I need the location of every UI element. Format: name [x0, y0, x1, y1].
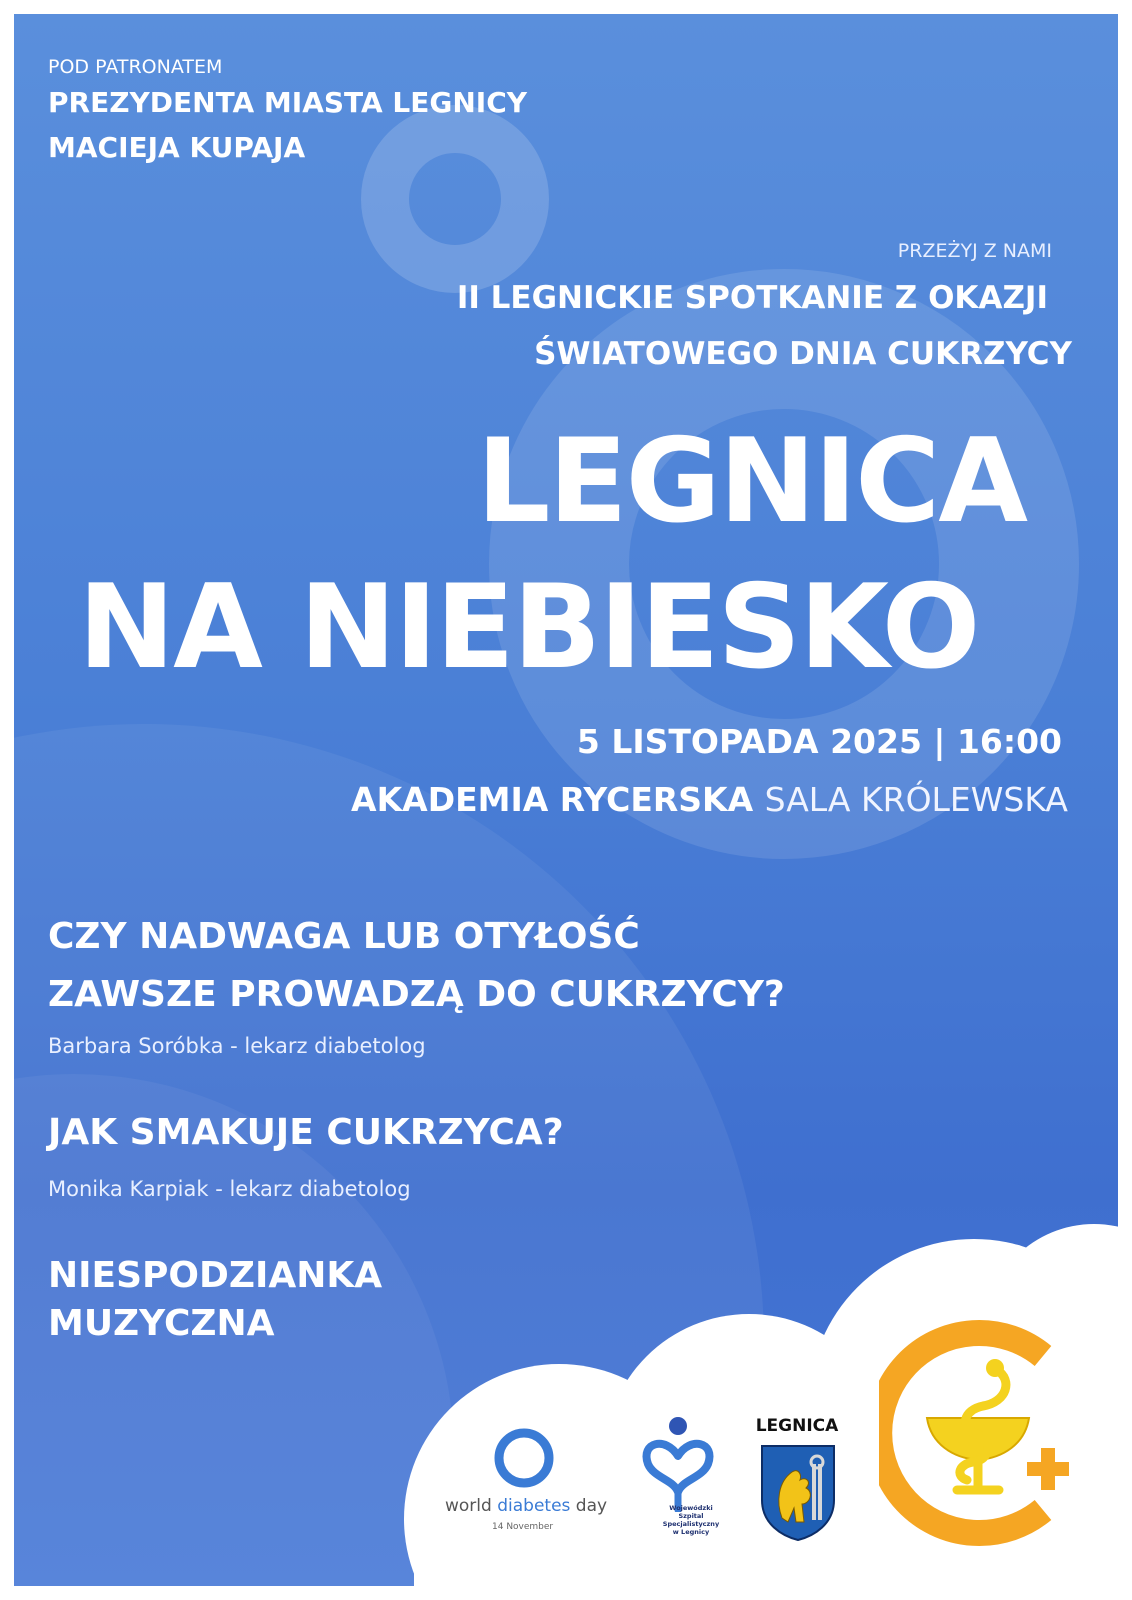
wdd-word-diabetes: diabetes [497, 1496, 571, 1516]
decor-ring-small [385, 129, 525, 269]
event-line1: II LEGNICKIE SPOTKANIE Z OKAZJI [456, 280, 1048, 316]
program-2-speaker: Monika Karpiak - lekarz diabetolog [48, 1177, 411, 1201]
patronage-intro: POD PATRONATEM [48, 56, 223, 78]
event-intro: PRZEŻYJ Z NAMI [897, 240, 1052, 262]
event-venue [351, 780, 1068, 819]
hospital-name-line3: Specjalistyczny [662, 1520, 720, 1528]
hospital-name-line4: w Legnicy [672, 1528, 710, 1536]
program-3-title-line1: NIESPODZIANKA [48, 1255, 383, 1296]
hospital-name-line2: Szpital [678, 1512, 704, 1520]
hospital-name-line1: Wojewódzki [669, 1504, 713, 1512]
wdd-wordmark [445, 1496, 607, 1516]
pharmacy-logo [879, 1310, 1079, 1550]
blue-circle-icon [442, 1424, 612, 1496]
caduceus-plus-icon [879, 1310, 1079, 1550]
city-shield-icon [758, 1442, 838, 1542]
program-1-title-line2: ZAWSZE PROWADZĄ DO CUKRZYCY? [48, 974, 785, 1015]
world-diabetes-day-logo [442, 1424, 612, 1544]
venue-name: AKADEMIA RYCERSKA [351, 780, 754, 819]
program-1-speaker: Barbara Soróbka - lekarz diabetolog [48, 1034, 426, 1058]
hospital-name [656, 1504, 726, 1536]
venue-room: SALA KRÓLEWSKA [764, 780, 1068, 819]
patronage-line1: PREZYDENTA MIASTA LEGNICY [48, 86, 528, 119]
heart-person-icon [634, 1412, 724, 1512]
event-datetime: 5 LISTOPADA 2025 | 16:00 [576, 722, 1062, 761]
event-title-line1: LEGNICA [476, 414, 1026, 549]
poster [14, 14, 1118, 1586]
hospital-logo [634, 1412, 724, 1552]
event-line2: ŚWIATOWEGO DNIA CUKRZYCY [534, 336, 1072, 372]
wdd-word-day: day [575, 1496, 608, 1516]
program-3-title-line2: MUZYCZNA [48, 1303, 275, 1344]
city-name: LEGNICA [755, 1416, 839, 1436]
wdd-word-world: world [445, 1496, 492, 1516]
program-1-title-line1: CZY NADWAGA LUB OTYŁOŚĆ [48, 916, 640, 957]
program-2-title: JAK SMAKUJE CUKRZYCA? [48, 1112, 564, 1153]
wdd-date: 14 November [492, 1522, 554, 1532]
legnica-crest-logo [752, 1416, 842, 1546]
event-title-line2: NA NIEBIESKO [78, 560, 979, 695]
patronage-line2: MACIEJA KUPAJA [48, 131, 306, 164]
